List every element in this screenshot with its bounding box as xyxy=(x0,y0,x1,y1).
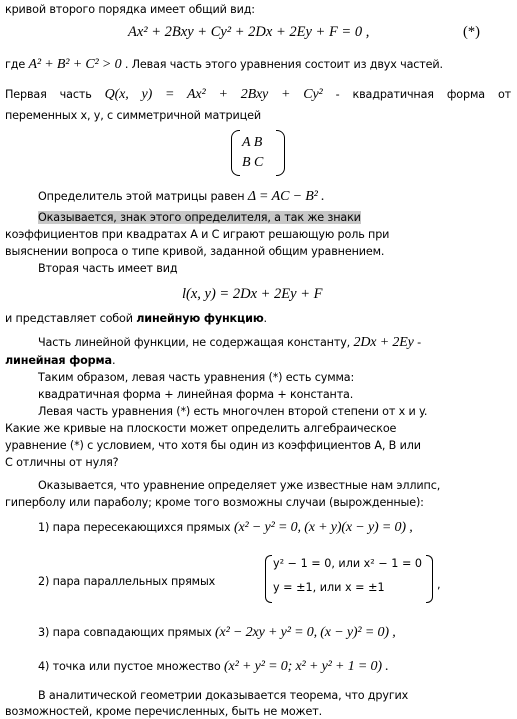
text-line xyxy=(5,311,511,326)
symmetric-matrix xyxy=(231,130,285,176)
text-line xyxy=(5,108,511,123)
case-4 xyxy=(38,659,511,674)
text: Левая часть уравнения (*) есть многочлен второй степени от x и y. xyxy=(38,405,428,418)
case-label: 2) пара параллельных прямых xyxy=(38,575,216,588)
text: уравнение (*) с условием, что хотя бы один из коэффициентов A, B или xyxy=(5,439,421,452)
text-line xyxy=(5,455,511,470)
math-inline: Q(x, y) = Ax² + 2Bxy + Cy² xyxy=(104,87,323,102)
math-inline: A² + B² + C² > 0 xyxy=(28,57,122,72)
left-paren xyxy=(231,130,240,176)
text: . Левая часть этого уравнения состоит из двух частей. xyxy=(121,58,443,71)
matrix-row: A B xyxy=(242,135,263,150)
text: C отличны от нуля? xyxy=(5,456,119,469)
text-line xyxy=(5,421,511,436)
text-line xyxy=(5,57,511,72)
text: где xyxy=(5,58,29,71)
system-row: y² − 1 = 0, или x² − 1 = 0 xyxy=(273,557,422,570)
text-line xyxy=(38,688,511,703)
text-line xyxy=(38,370,511,385)
text: Оказывается, что уравнение определяет уже известные нам эллипс, xyxy=(38,479,441,492)
text: переменных x, y, с симметричной матрицей xyxy=(5,109,261,122)
text-line xyxy=(38,404,511,419)
highlighted-line xyxy=(38,210,511,225)
right-paren xyxy=(426,555,433,603)
text: и представляет собой xyxy=(5,312,137,325)
text: кривой второго порядка имеет общий вид: xyxy=(5,3,255,16)
text: квадратичная форма + линейная форма + константа. xyxy=(38,388,354,401)
math-inline: (x² + y² = 0; x² + y² + 1 = 0) . xyxy=(224,659,389,674)
text: возможностей, кроме перечисленных, быть не может. xyxy=(5,705,322,718)
general-equation xyxy=(128,24,369,41)
math-inline: 2Dx + 2Ey xyxy=(353,335,414,350)
equation-text: Ax² + 2Bxy + Cy² + 2Dx + 2Ey + F = 0 , xyxy=(128,24,370,40)
equation-text: l(x, y) = 2Dx + 2Ey + F xyxy=(182,286,323,302)
text-line xyxy=(5,495,511,510)
text-line xyxy=(38,478,511,493)
linear-equation xyxy=(182,286,322,303)
text: Таким образом, левая часть уравнения (*) есть сумма: xyxy=(38,371,355,384)
text: . xyxy=(111,354,116,367)
text-line xyxy=(38,335,511,350)
case-label: 1) пара пересекающихся прямых xyxy=(38,521,231,534)
right-paren xyxy=(276,130,285,176)
text-line xyxy=(38,261,511,276)
text: Вторая часть имеет вид xyxy=(38,262,178,275)
text-line xyxy=(5,87,511,102)
system-row: y = ±1, или x = ±1 xyxy=(273,581,385,594)
text: Какие же кривые на плоскости может определить алгебраическое xyxy=(5,422,397,435)
equation-number xyxy=(463,24,480,41)
math-inline: Δ = AC − B² . xyxy=(247,189,325,204)
text: . xyxy=(263,312,267,325)
text-line xyxy=(5,438,511,453)
bold-term: линейная форма xyxy=(5,354,112,367)
text: гиперболу или параболу; кроме того возможны случаи (вырожденные): xyxy=(5,496,424,509)
highlighted-text: Оказывается, знак этого определителя, а так же знаки xyxy=(38,211,361,224)
text: коэффициентов при квадратах A и C играют решающую роль при xyxy=(5,228,390,241)
left-paren xyxy=(265,555,272,603)
case-1 xyxy=(38,520,511,535)
text-line xyxy=(5,704,511,719)
text: Определитель этой матрицы равен xyxy=(38,190,248,203)
text: , xyxy=(437,578,441,591)
bold-term: линейную функцию xyxy=(136,312,264,325)
text-line xyxy=(5,2,511,17)
case-2-end xyxy=(437,577,511,592)
case-label: 3) пара совпадающих прямых xyxy=(38,626,212,639)
equation-label: (*) xyxy=(463,24,480,40)
text-line xyxy=(38,387,511,402)
text-line xyxy=(5,353,511,368)
matrix-row: B C xyxy=(242,155,264,170)
text: выяснении вопроса о типе кривой, заданной общим уравнением. xyxy=(5,245,385,258)
text-line xyxy=(5,244,511,259)
case-3 xyxy=(38,625,511,640)
math-inline: (x² − 2xy + y² = 0, (x − y)² = 0) , xyxy=(215,625,396,640)
parallel-lines-system xyxy=(265,555,435,603)
text-line xyxy=(5,227,511,242)
text: - квадратичная форма от xyxy=(322,88,512,101)
text: В аналитической геометрии доказывается теорема, что других xyxy=(38,689,409,702)
case-label: 4) точка или пустое множество xyxy=(38,660,221,673)
text-line xyxy=(38,189,511,204)
text: - xyxy=(413,336,421,349)
math-inline: (x² − y² = 0, (x + y)(x − y) = 0) , xyxy=(233,520,413,535)
text: Часть линейной функции, не содержащая константу, xyxy=(38,336,354,349)
text: Первая часть xyxy=(5,88,105,101)
